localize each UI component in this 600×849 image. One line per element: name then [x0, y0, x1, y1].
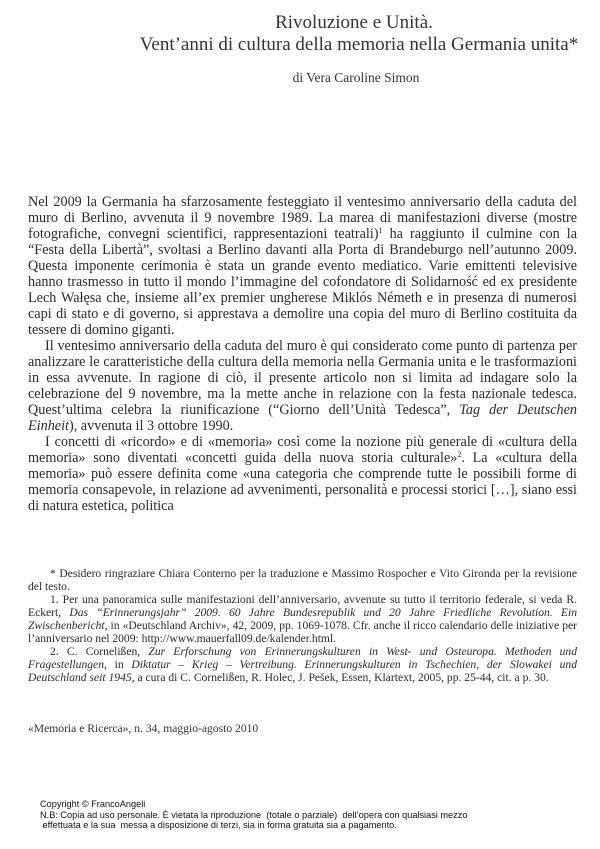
article-body [28, 194, 577, 514]
footnote-2-text-b: , in [104, 658, 132, 671]
journal-citation: «Memoria e Ricerca», n. 34, maggio-agosto 2010 [28, 722, 259, 735]
footnote-1-text-b: , in «Deutschland Archiv», 42, 2009, pp. 1069-1078. Cfr. anche il ricco calendario delle iniziative per l’anniversario nel 2009: http://www.mauerfall09.de/kalender.html. [28, 619, 577, 645]
article-subtitle: Vent’anni di cultura della memoria nella Germania unita [139, 34, 569, 55]
paragraph-3 [28, 434, 577, 514]
footnote-ref-1[interactable]: 1 [378, 226, 383, 235]
paragraph-2 [28, 338, 577, 434]
paragraph-3-text-a: I concetti di «ricordo» e di «memoria» così come la nozione più generale di «cultura della memoria» sono diventati «concetti guida della nuova storia culturale» [28, 434, 577, 466]
paragraph-1 [28, 194, 577, 338]
paragraph-2-text-a: Il ventesimo anniversario della caduta del muro è qui considerato come punto di partenza per analizzare le caratteristiche della cultura della memoria nella Germania unita e le trasformazioni in essa avvenute. In ragione di ciò, il presente articolo non si limita ad indagare solo la celebrazione del 9 novembre, ma la mette anche in relazione con la festa nazionale tedesca. Quest’ultima celebra la riunificazione (“Giorno dell’Unità Tedesca”, [28, 338, 577, 418]
footnote-1-text-a: 1. Per una panoramica sulle manifestazioni dell’anniversario, avvenute su tutto il territorio federale, si veda R. Eckert, [28, 593, 577, 619]
footnote-star: * Desidero ringraziare Chiara Conterno per la traduzione e Massimo Rospocher e Vito Gironda per la revisione del testo. [28, 567, 577, 593]
article-title-line-1: Rivoluzione e Unità. [275, 12, 433, 33]
paragraph-1-text-b: ha raggiunto il culmine con la “Festa della Libertà”, svoltasi a Berlino davanti alla Porta di Brandeburgo nell’autunno 2009. Questa imponente cerimonia è stata un grande evento mediatico. Varie emittenti televisive hanno trasmesso in tutto il mondo l’immagine del cofondatore di Solidarność ed ex presidente Lech Wałęsa che, insieme all’ex premier ungherese Miklós Németh e in presenza di numerosi capi di stato e di governo, si apprestava a demolire una copia del muro di Berlino costituita da tessere di domino giganti. [28, 226, 577, 338]
footnote-2-italic-1: Zur Erforschung von Erinnerungskulturen in West- und Osteuropa. Methoden und Fragestellungen [28, 645, 577, 671]
footnote-2-italic-2: Diktatur – Krieg – Vertreibung. Erinnerungskulturen in Tschechien, der Slowakei und Deutschland seit 1945 [28, 658, 577, 684]
author-byline: di Vera Caroline Simon [292, 70, 420, 85]
copyright-line-1: Copyright © FrancoAngeli [40, 799, 146, 809]
article-title-line-2 [0, 34, 600, 56]
footnote-2-text-a: 2. C. Cornelißen, [50, 645, 149, 658]
paragraph-2-text-b: ), avvenuta il 3 ottobre 1990. [68, 418, 234, 434]
article-header [0, 12, 600, 86]
footnote-1 [28, 593, 577, 645]
footnote-2-text-c: , a cura di C. Cornelißen, R. Holec, J. Pešek, Essen, Klartext, 2005, pp. 25-44, cit. a p. 30. [131, 671, 549, 684]
paragraph-3-text-b: . La «cultura della memoria» può essere definita come «una categoria che comprende tutte le possibili forme di memoria consapevole, in relazione ad avvenimenti, personalità e processi storici […], siano essi di natura estetica, politica [28, 450, 577, 514]
footnote-ref-2[interactable]: 2 [457, 450, 462, 459]
footnotes [28, 567, 577, 684]
paragraph-1-text-a: Nel 2009 la Germania ha sfarzosamente festeggiato il ventesimo anniversario della caduta del muro di Berlino, avvenuta il 9 novembre 1989. La marea di manifestazioni diverse (mostre fotografiche, convegni scientifici, rappresentazioni teatrali) [28, 194, 577, 242]
copyright-notice [40, 799, 600, 831]
copyright-line-3: effettuata e la sua messa a disposizione di terzi, sia in forma gratuita sia a pagamento. [40, 820, 397, 830]
footnote-2 [28, 645, 577, 684]
copyright-line-2: N.B: Copia ad uso personale. È vietata la riproduzione (totale o parziale) dell’opera con qualsiasi mezzo [40, 809, 468, 820]
paragraph-2-italic: Tag der Deutschen Einheit [28, 402, 577, 434]
footnote-1-italic: Das “Erinnerungsjahr” 2009. 60 Jahre Bundesrepublik und 20 Jahre Friedliche Revolution. Ein Zwischenbericht [28, 606, 577, 632]
title-footnote-mark[interactable]: * [568, 34, 579, 55]
